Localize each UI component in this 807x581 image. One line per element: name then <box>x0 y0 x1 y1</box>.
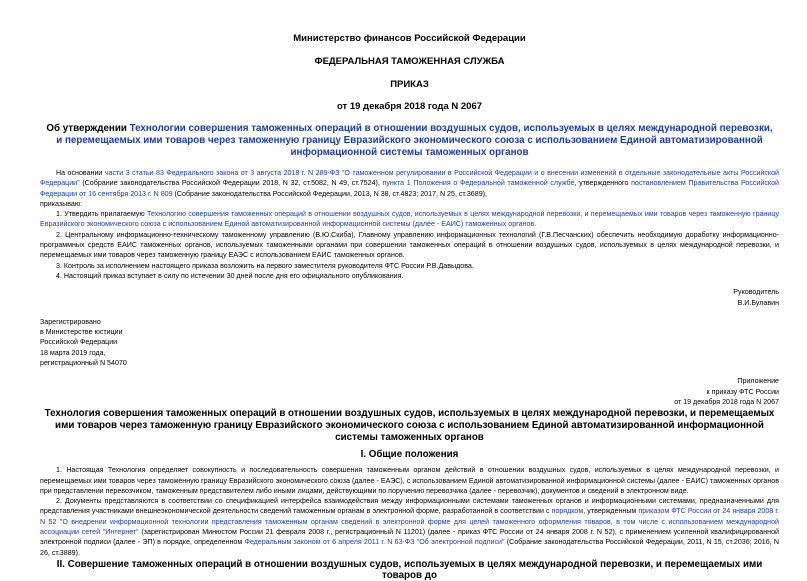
order-title <box>40 123 779 159</box>
appendix-block <box>40 376 779 407</box>
item-3: 3. Контроль за исполнением настоящего приказа возложить на первого заместителя руководителя ФТС России Р.В.Давыдова. <box>56 261 474 270</box>
appendix-line: от 19 декабря 2018 года N 2067 <box>674 397 779 406</box>
item-text: . <box>534 220 537 229</box>
order-title-link[interactable]: Технологии совершения таможенных операций в отношении воздушных судов, используемых в целях международной перевозки, и перемещаемых ими товаров через таможенную границу Евразийского экономического союза с использованием Единой автоматизированной информационной системы таможенных органов <box>56 123 773 158</box>
appendix-line: Приложение <box>737 377 779 386</box>
order-52-link[interactable]: приказом ФТС России от 24 января 2008 г. N 52 "О внедрении информационной технологии представления таможенным органам сведений в электронной форме для целей таможенного оформления товаров, в том числе с использованием международной ассоциации сетей "Интернет" <box>40 507 780 537</box>
registration-line: 18 марта 2019 года, <box>40 348 106 357</box>
order-word: приказываю: <box>40 199 83 208</box>
item-2: 2. Центральному информационно-техническому таможенному управлению (В.Ю.Скиба), Главному управлению информационных технологий (Г.В.Песчанских) обеспечить необходимую доработку информационно-программных средств ЕАИС таможенных органов, используемых таможенными органами при совершении таможенных операций в отношении воздушных судов, используемых в целях международной перевозки, и перемещаемых ими товаров через таможенную границу ЕАЭС с использованием ЕАИС таможенных органов. <box>40 230 779 260</box>
order-title-prefix: Об утверждении <box>46 123 130 134</box>
section-1-item-1: 1. Настоящая Технология определяет совокупность и последовательность совершения таможенным органом действий в отношении воздушных судов, используемых в целях международной перевозки, и перемещаемых ими товаров через таможенную границу Евразийского экономического союза (далее - ЕАЭС), с использованием Единой автоматизированной информационной системы (далее - ЕАИС) таможенных органов при представлении перевозчиком, таможенным представителем либо иными лицами, действующими по поручению перевозчика (далее - перевозчик), документов и сведений в электронном виде. <box>40 466 779 495</box>
section-1-heading: I. Общие положения <box>360 449 459 461</box>
law-289-link[interactable]: части 3 статьи 83 Федерального закона от 3 августа 2018 г. N 289-ФЗ "О таможенном регулировании в Российской Федерации и о внесении изменений в отдельные законодательные акты Российской Федерации" <box>40 169 779 188</box>
registration-line: Российской Федерации <box>40 338 118 347</box>
service-heading: ФЕДЕРАЛЬНАЯ ТАМОЖЕННАЯ СЛУЖБА <box>314 56 505 67</box>
government-decree-link[interactable]: постановлением Правительства Российской Федерации от 16 сентября 2013 г. N 809 <box>40 179 779 198</box>
appendix-line: к приказу ФТС России <box>706 387 779 396</box>
section-1-item-2 <box>40 496 779 558</box>
fts-regulation-link[interactable]: пункта 1 Положения о Федеральной таможенной службе <box>382 179 575 188</box>
order-date-number: от 19 декабря 2018 года N 2067 <box>336 101 482 112</box>
preamble-text: (Собрание законодательства Российской Федерации 2018, N 32, ст.5082, N 49, ст.7524), <box>79 179 383 188</box>
item-text: (зарегистрирован Минюстом России 21 февраля 2008 г., регистрационный N 11201) (далее - приказ ФТС России от 24 января 2008 г. N 52), с применением усиленной квалифицированной электронной подписи (далее - ЭП) в порядке, определенном <box>40 528 779 547</box>
preamble-text: (Собрание законодательства Российской Федерации, 2013, N 38, ст.4823; 2017, N 25, ст.3689), <box>172 189 487 198</box>
signature-name: В.И.Булавин <box>737 298 779 307</box>
item-text: 2. Документы представляются в соответствии со спецификацией интерфейса взаимодействия между информационными системами таможенных органов и информационными системами, предназначенными для представления участниками внешнеэкономической деятельности сведений таможенным органам в электронной форме, разработанной в соответствии с <box>40 497 779 516</box>
technology-title: Технология совершения таможенных операций в отношении воздушных судов, используемых в целях международной перевозки, и перемещаемых ими товаров через таможенную границу Евразийского экономического союза с использованием Единой автоматизированной информационной системы таможенных органов <box>44 408 775 444</box>
doc-type-heading: ПРИКАЗ <box>390 79 429 90</box>
signature-role: Руководитель <box>733 288 779 297</box>
registration-block <box>40 317 779 368</box>
procedure-link[interactable]: порядком <box>551 507 584 516</box>
registration-line: регистрационный N 54070 <box>40 359 127 368</box>
item-text: , утвержденным <box>583 507 639 516</box>
registration-line: Зарегистрировано <box>40 317 101 326</box>
item-4: 4. Настоящий приказ вступает в силу по истечении 30 дней после дня его официального опубликования. <box>56 271 404 280</box>
preamble-paragraph <box>40 168 779 199</box>
item-text: (Собрание законодательства Российской Федерации, 2011, N 15, ст.2036; 2016, N 26, ст.3889). <box>40 538 779 557</box>
ministry-heading: Министерство финансов Российской Федерации <box>293 33 526 44</box>
item-text: 1. Утвердить прилагаемую <box>56 210 147 219</box>
section-2-heading: II. Совершение таможенных операций в отношении воздушных судов, используемых в целях международной перевозки, и перемещаемых ими товаров до <box>56 558 763 581</box>
registration-line: в Министерстве юстиции <box>40 328 123 337</box>
preamble-text: На основании <box>56 169 105 177</box>
preamble-text: , утвержденного <box>574 179 632 188</box>
item-1 <box>40 209 779 230</box>
law-63-link[interactable]: Федеральным законом от 6 апреля 2011 г. N 63-ФЗ "Об электронной подписи" <box>244 538 505 547</box>
technology-link[interactable]: Технологию совершения таможенных операций в отношении воздушных судов, используемых в целях международной перевозки, и перемещаемых ими товаров через таможенную границу Евразийского экономического союза с использованием Единой автоматизированной информационной системы (далее - ЕАИС) таможенных органов <box>40 210 779 229</box>
